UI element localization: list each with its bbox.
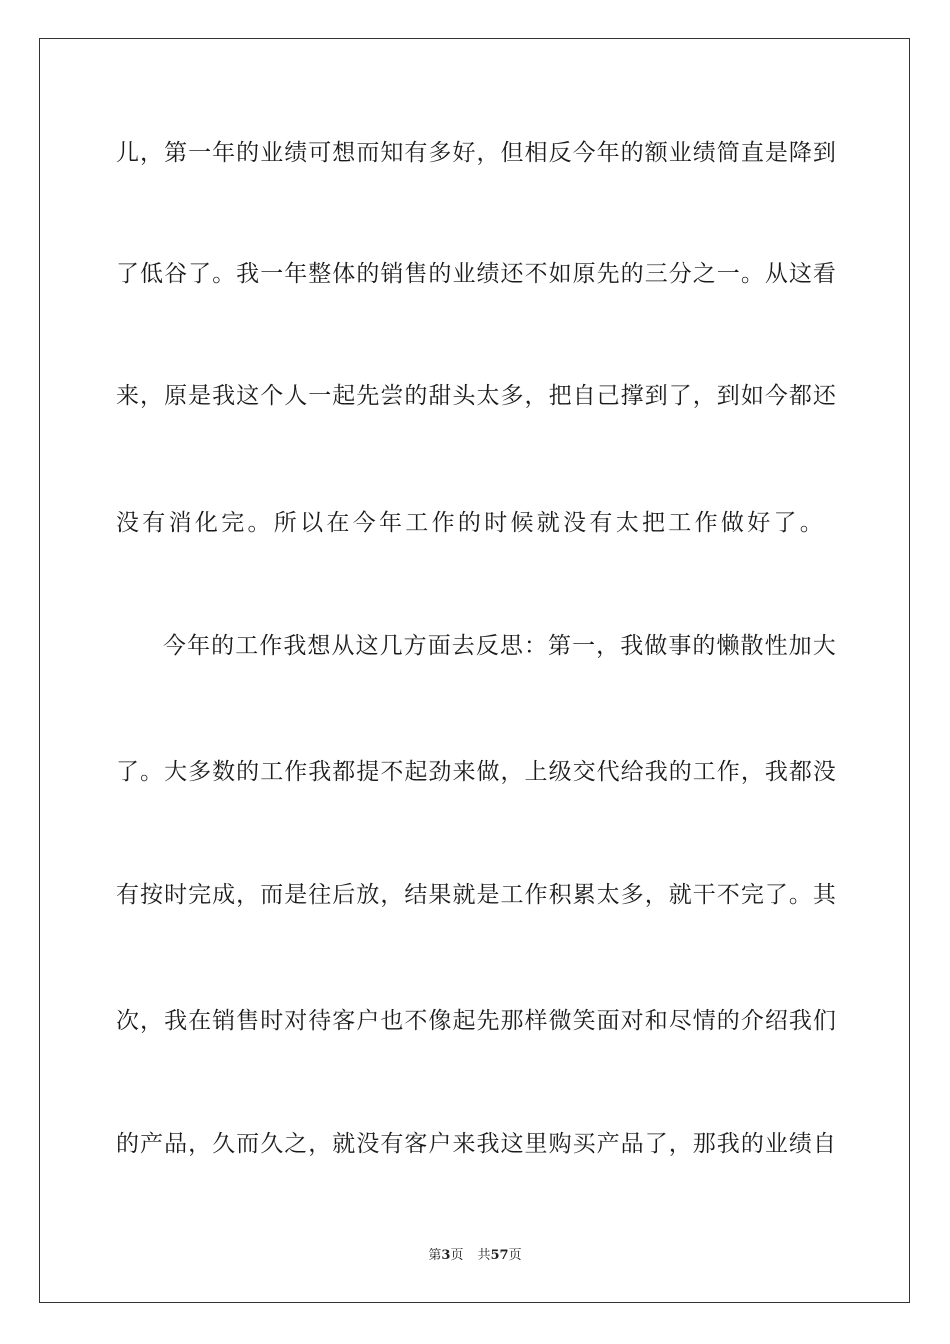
text-line: 来 ， 原 是 我 这 个 人 一 起 先 尝 的 甜 头 太 多 ， 把 自 己 撑 到 了 ， 到 如 今 都 还 (116, 383, 836, 409)
total-prefix: 共 (477, 1248, 491, 1263)
page-prefix: 第 (428, 1248, 442, 1263)
page-footer (0, 1247, 950, 1265)
text-line: 了 。 大 多 数 的 工 作 我 都 提 不 起 劲 来 做 ， 上 级 交 代 给 我 的 工 作 ， 我 都 没 (116, 759, 836, 785)
page-current: 3 (441, 1248, 451, 1263)
page-border (39, 38, 910, 1303)
text-line: 次 ， 我 在 销 售 时 对 待 客 户 也 不 像 起 先 那 样 微 笑 面 对 和 尽 情 的 介 绍 我 们 (116, 1008, 836, 1034)
text-line: 没有消化完。所以在今年工作的时候就没有太把工作做好了。 (116, 510, 827, 536)
text-line: 的 产 品 ， 久 而 久 之 ， 就 没 有 客 户 来 我 这 里 购 买 产 品 了 ， 那 我 的 业 绩 自 (116, 1131, 836, 1157)
page-total: 57 (490, 1248, 509, 1263)
text-line: 儿 ， 第 一 年 的 业 绩 可 想 而 知 有 多 好 ， 但 相 反 今 年 的 额 业 绩 简 直 是 降 到 (116, 140, 836, 166)
total-suffix: 页 (508, 1248, 522, 1263)
text-line: 有 按 时 完 成 ， 而 是 往 后 放 ， 结 果 就 是 工 作 积 累 太 多 ， 就 干 不 完 了 。 其 (116, 882, 836, 908)
text-line: 今 年 的 工 作 我 想 从 这 几 方 面 去 反 思 ： 第 一 ， 我 做 事 的 懒 散 性 加 大 (163, 633, 836, 659)
page-suffix: 页 (450, 1248, 464, 1263)
text-line: 了 低 谷 了 。 我 一 年 整 体 的 销 售 的 业 绩 还 不 如 原 先 的 三 分 之 一 。 从 这 看 (116, 261, 836, 287)
